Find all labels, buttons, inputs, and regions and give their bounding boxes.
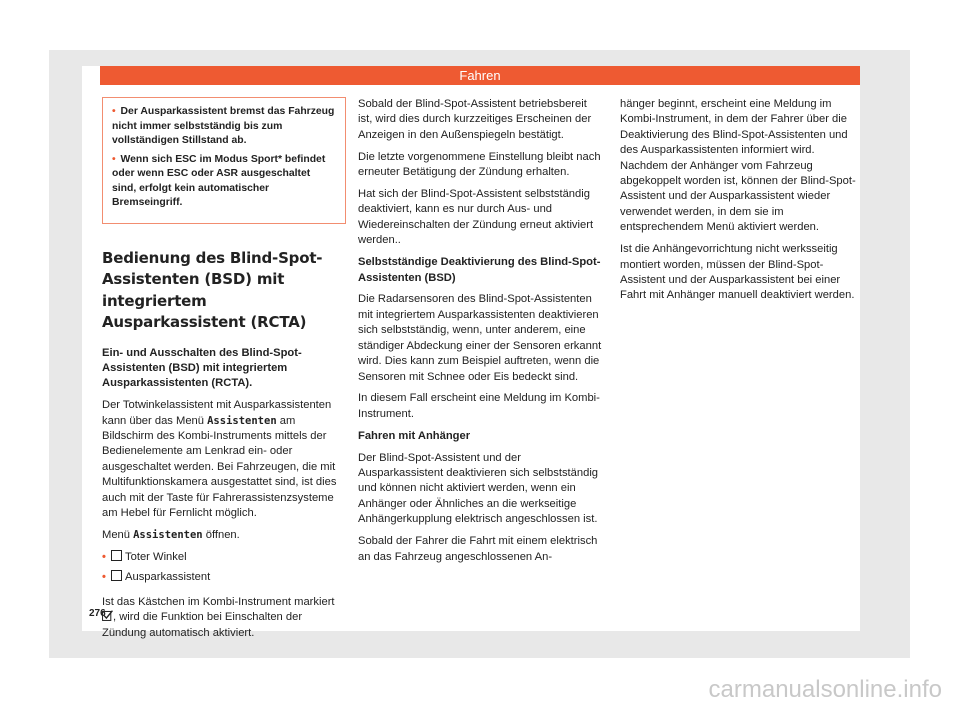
bullet-icon: • bbox=[102, 571, 106, 584]
paragraph: Hat sich der Blind-Spot-Assistent selbstständig deaktiviert, kann es nur durch Aus- und Wiedereinschalten der Zündung erneut aktiviert werden.. bbox=[358, 188, 594, 247]
menu-name: Assistenten bbox=[207, 414, 277, 427]
subheading: Ein- und Ausschalten des Blind-Spot-Assistenten (BSD) mit integriertem Ausparkassistenten (RCTA). bbox=[102, 346, 302, 390]
checkbox-empty-icon bbox=[111, 550, 122, 561]
paragraph: Die Radarsensoren des Blind-Spot-Assistenten mit integriertem Ausparkassistenten deaktivieren sich selbstständig, wenn, unter anderem, eine ständiger Abdeckung einer der Sensoren erkannt wird. Dies kann zum Beispiel auftreten, wenn die Sensoren mit Schnee oder Eis bedeckt sind. bbox=[358, 293, 602, 383]
section-header: Fahren bbox=[100, 66, 860, 85]
section-heading: Bedienung des Blind-Spot-Assistenten (BSD) mit integriertem Ausparkassistent (RCTA) bbox=[102, 248, 323, 331]
paragraph: Menü Assistenten öffnen. bbox=[102, 528, 240, 541]
menu-name: Assistenten bbox=[133, 528, 203, 541]
page-number: 276 bbox=[89, 608, 106, 619]
column-right bbox=[620, 97, 864, 310]
watermark: carmanualsonline.info bbox=[708, 676, 942, 703]
paragraph: Der Totwinkelassistent mit Ausparkassistenten kann über das Menü Assistenten am Bildschirm des Kombi-Instruments mittels der Bedienelemente am Lenkrad ein- oder ausgeschaltet werden. Bei Fahrzeugen, die mit Multifunktionskamera ausgestattet sind, ist dies auch mit der Taste für Fahrerassistenzsysteme am Hebel für Fernlicht möglich. bbox=[102, 399, 337, 520]
paragraph: Sobald der Blind-Spot-Assistent betriebsbereit ist, wird dies durch kurzzeitiges Erscheinen der Anzeigen in den Außenspiegeln bestätigt. bbox=[358, 98, 592, 141]
paragraph: Der Blind-Spot-Assistent und der Ausparkassistent deaktivieren sich selbstständig und können nicht aktiviert werden, wenn ein Anhänger oder Ähnliches an die werkseitige Anhängerkupplung elektrisch angeschlossen ist. bbox=[358, 451, 599, 526]
subheading: Fahren mit Anhänger bbox=[358, 429, 471, 442]
note-item: • Wenn sich ESC im Modus Sport* befindet oder wenn ESC oder ASR ausgeschaltet sind, erfolgt kein automatischer Bremseingriff. bbox=[112, 153, 326, 208]
paragraph: Ist das Kästchen im Kombi-Instrument markiert , wird die Funktion bei Einschalten der Zündung automatisch aktiviert. bbox=[102, 595, 335, 639]
paragraph: Ist die Anhängevorrichtung nicht werksseitig montiert worden, müssen der Blind-Spot-Assistent und der Ausparkassistent bei einer Fahrt mit Anhänger manuell deaktiviert werden. bbox=[620, 243, 855, 302]
paragraph: hänger beginnt, erscheint eine Meldung im Kombi-Instrument, in dem der Fahrer über die Deaktivierung des Blind-Spot-Assistenten und des Ausparkassistenten informiert wird. Nachdem der Anhänger vom Fahrzeug abgekoppelt worden ist, können der Blind-Spot-Assistent und der Ausparkassistent wieder verwendet werden, in dem sie im entsprechendem Menü aktiviert werden. bbox=[620, 98, 856, 234]
paragraph: In diesem Fall erscheint eine Meldung im Kombi-Instrument. bbox=[358, 392, 600, 420]
bullet-icon: • bbox=[112, 106, 116, 117]
checkbox-empty-icon bbox=[111, 570, 122, 581]
bullet-icon: • bbox=[102, 550, 106, 563]
list-item: • Ausparkassistent bbox=[102, 571, 211, 584]
column-left bbox=[102, 97, 346, 647]
note-box bbox=[102, 97, 346, 224]
list-item: • Toter Winkel bbox=[102, 550, 187, 563]
bullet-icon: • bbox=[112, 153, 116, 165]
paragraph: Sobald der Fahrer die Fahrt mit einem elektrisch an das Fahrzeug angeschlossenen An- bbox=[358, 535, 598, 563]
subheading: Selbstständige Deaktivierung des Blind-Spot-Assistenten (BSD) bbox=[358, 256, 601, 284]
note-item: • Der Ausparkassistent bremst das Fahrzeug nicht immer selbstständig bis zum vollständigen Stillstand ab. bbox=[112, 106, 335, 146]
paragraph: Die letzte vorgenommene Einstellung bleibt nach erneuter Betätigung der Zündung erhalten. bbox=[358, 150, 601, 179]
column-middle bbox=[358, 97, 604, 571]
